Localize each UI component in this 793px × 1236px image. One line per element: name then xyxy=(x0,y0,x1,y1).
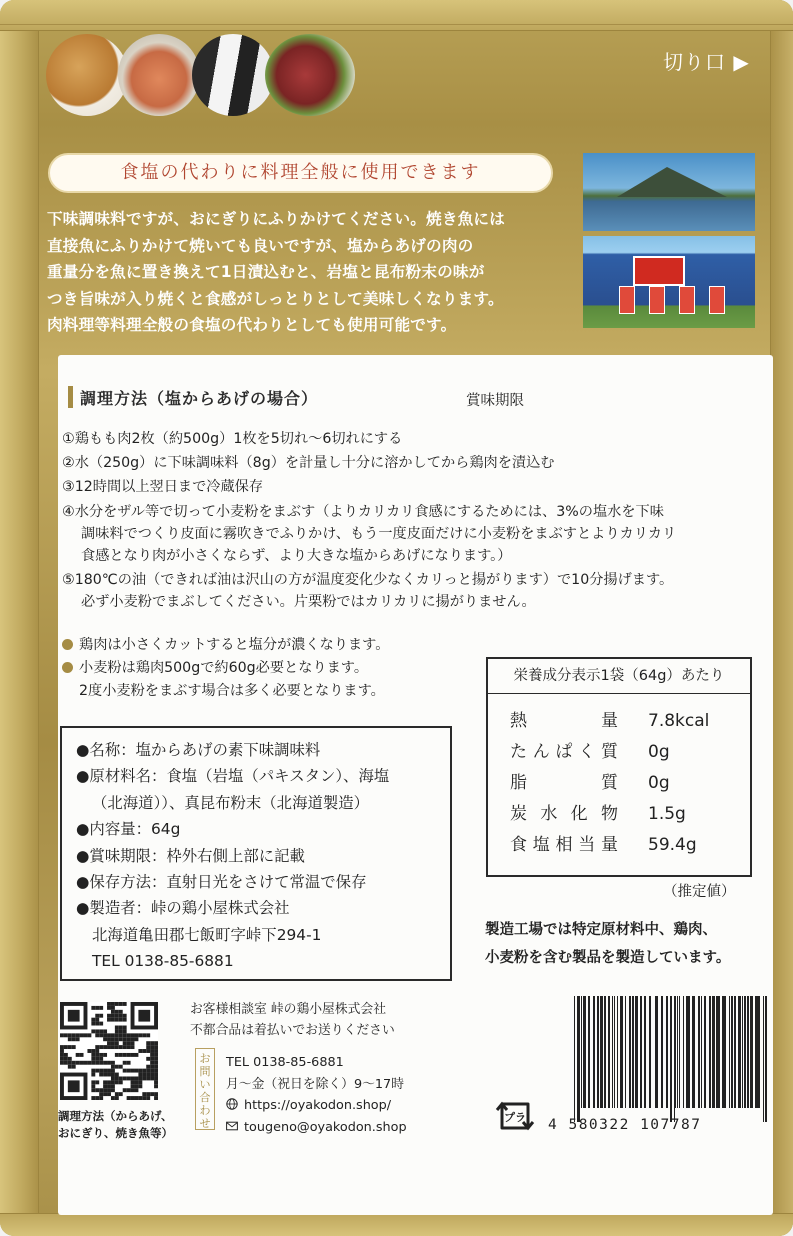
method-title: 調理方法（塩からあげの場合） xyxy=(80,389,319,408)
note-2 xyxy=(62,657,389,680)
step-4 xyxy=(62,501,752,568)
onigiri-photo xyxy=(192,34,274,116)
intro-line: つき旨味が入り焼くと食感がしっとりとして美味しくなります。 xyxy=(47,289,504,308)
shop-door xyxy=(619,286,635,314)
step-5 xyxy=(62,569,752,613)
nutrition-key: 脂質 xyxy=(510,773,618,793)
step-3 xyxy=(62,476,752,498)
nutrition-row xyxy=(488,737,750,768)
shop-storefront-photo xyxy=(583,236,755,328)
intro-line: 直接魚にふりかけて焼いても良いですが、塩からあげの肉の xyxy=(47,236,474,255)
info-line: TEL 0138-85-6881 xyxy=(92,952,234,971)
usage-banner: 食塩の代わりに料理全般に使用できます xyxy=(48,153,553,193)
bullet-dot xyxy=(62,662,73,673)
nutrition-value: 59.4g xyxy=(648,835,697,855)
nutrition-value: 0g xyxy=(648,773,670,793)
info-line: 北海道亀田郡七飯町字峠下294-1 xyxy=(92,925,322,944)
step-2 xyxy=(62,452,752,474)
globe-icon xyxy=(226,1098,238,1110)
shop-door xyxy=(709,286,725,314)
top-seal xyxy=(0,0,793,31)
meat-dish-photo xyxy=(265,34,355,116)
step-line: 食感となり肉が小さくならず、より大きな塩からあげになります。） xyxy=(81,548,512,565)
customer-service xyxy=(190,1000,395,1041)
nutrition-row xyxy=(488,830,750,861)
info-line: ●賞味期限：枠外右側上部に記載 xyxy=(76,846,305,865)
bullet-dot xyxy=(62,639,73,650)
customer-service-line: お客様相談室 峠の鶏小屋株式会社 xyxy=(190,1002,387,1017)
contact-info xyxy=(226,1052,407,1138)
method-steps xyxy=(62,428,752,616)
step-line: ⑤180℃の油（できれば油は沢山の方が温度変化少なくカリっと揚がります）で10分揚げます。 xyxy=(62,572,674,589)
qr-caption-line: 調理方法（からあげ、 xyxy=(58,1109,173,1123)
title-bar-accent xyxy=(68,386,73,408)
nutrition-table xyxy=(486,657,752,877)
qr-caption xyxy=(58,1108,173,1142)
nutrition-key: たんぱく質 xyxy=(510,742,618,762)
barcode-number: 4 580322 107787 xyxy=(548,1117,702,1133)
nutrition-row xyxy=(488,706,750,737)
step-line: 必ず小麦粉でまぶしてください。片栗粉ではカリカリに揚がりません。 xyxy=(81,594,536,611)
qr-code-icon[interactable] xyxy=(60,1002,158,1100)
step-line: ④水分をザル等で切って小麦粉をまぶす（よりカリカリ食感にするためには、3%の塩水を下味 xyxy=(62,503,664,520)
info-line: （北海道））、真昆布粉末（北海道製造） xyxy=(92,793,370,812)
intro-line: 重量分を魚に置き換えて1日漬込むと、岩塩と昆布粉末の味が xyxy=(47,263,485,281)
email-row[interactable] xyxy=(226,1117,407,1139)
product-info-box xyxy=(60,726,452,981)
tear-notch-label[interactable]: 切り口 ▶ xyxy=(663,50,750,74)
note-line: 2度小麦粉をまぶす場合は多く必要となります。 xyxy=(79,683,385,699)
nutrition-value: 0g xyxy=(648,742,670,762)
inquiry-label: お問い合わせ xyxy=(195,1048,215,1130)
allergen-line: 製造工場では特定原材料中、鶏肉、 xyxy=(485,922,717,938)
right-seal xyxy=(770,0,793,1236)
intro-line: 下味調味料ですが、おにぎりにふりかけてください。焼き魚には xyxy=(47,210,506,228)
estimate-note: （推定値） xyxy=(663,884,736,900)
qr-caption-line: おにぎり、焼き魚等） xyxy=(58,1126,173,1140)
expiry-label: 賞味期限 xyxy=(466,393,524,409)
info-line: ●製造者：峠の鶏小屋株式会社 xyxy=(76,899,290,918)
bottom-seal xyxy=(0,1213,793,1236)
info-line: ●内容量：64g xyxy=(76,820,181,839)
info-line: ●名称：塩からあげの素下味調味料 xyxy=(76,741,321,759)
website-row[interactable] xyxy=(226,1095,407,1117)
mail-icon xyxy=(226,1120,238,1132)
allergen-line: 小麦粉を含む製品を製造しています。 xyxy=(485,950,731,966)
shop-sign xyxy=(633,256,685,286)
website-link[interactable]: https://oyakodon.shop/ xyxy=(244,1098,392,1113)
recycle-text: プラ xyxy=(504,1111,526,1124)
grilled-salmon-photo xyxy=(118,34,200,116)
business-hours: 月～金（祝日を除く）9～17時 xyxy=(226,1076,404,1092)
nutrition-key: 炭水化物 xyxy=(510,804,618,824)
nutrition-key: 熱量 xyxy=(510,711,618,731)
shop-door xyxy=(649,286,665,314)
mountain-lake-photo xyxy=(583,153,755,231)
nutrition-value: 1.5g xyxy=(648,804,686,824)
left-seal xyxy=(0,0,39,1236)
step-line: ①鶏もも肉2枚（約500g）1枚を5切れ～6切れにする xyxy=(62,431,403,447)
shop-door xyxy=(679,286,695,314)
barcode-icon xyxy=(572,996,772,1124)
nutrition-header: 栄養成分表示1袋（64g）あたり xyxy=(488,659,750,694)
step-line: 調味料でつくり皮面に霧吹きでふりかけ、もう一度皮面だけに小麦粉をまぶすとよりカリカリ xyxy=(81,525,677,542)
intro-line: 肉料理等料理全般の食塩の代わりとしても使用可能です。 xyxy=(47,316,457,334)
email-link[interactable]: tougeno@oyakodon.shop xyxy=(244,1119,407,1135)
note-1 xyxy=(62,634,389,657)
karaage-photo xyxy=(46,34,128,116)
allergen-notice xyxy=(485,916,730,972)
phone[interactable]: TEL 0138-85-6881 xyxy=(226,1055,344,1070)
nutrition-row xyxy=(488,799,750,830)
note-line: 小麦粉は鶏肉500gで約60g必要となります。 xyxy=(79,660,369,676)
info-line: ●原材料名：食塩（岩塩（パキスタン）、海塩 xyxy=(76,767,390,786)
plastic-recycle-icon xyxy=(494,1096,536,1136)
nutrition-value: 7.8kcal xyxy=(648,711,710,731)
notes xyxy=(62,634,389,703)
nutrition-key: 食塩相当量 xyxy=(510,835,618,855)
step-1 xyxy=(62,428,752,450)
step-line: ②水（250g）に下味調味料（8g）を計量し十分に溶かしてから鶏肉を漬込む xyxy=(62,455,555,472)
step-line: ③12時間以上翌日まで冷蔵保存 xyxy=(62,479,264,496)
note-line: 鶏肉は小さくカットすると塩分が濃くなります。 xyxy=(79,637,390,653)
info-line: ●保存方法：直射日光をさけて常温で保存 xyxy=(76,873,367,892)
nutrition-row xyxy=(488,768,750,799)
customer-service-line: 不都合品は着払いでお送りください xyxy=(190,1022,395,1038)
intro-text xyxy=(47,206,572,339)
